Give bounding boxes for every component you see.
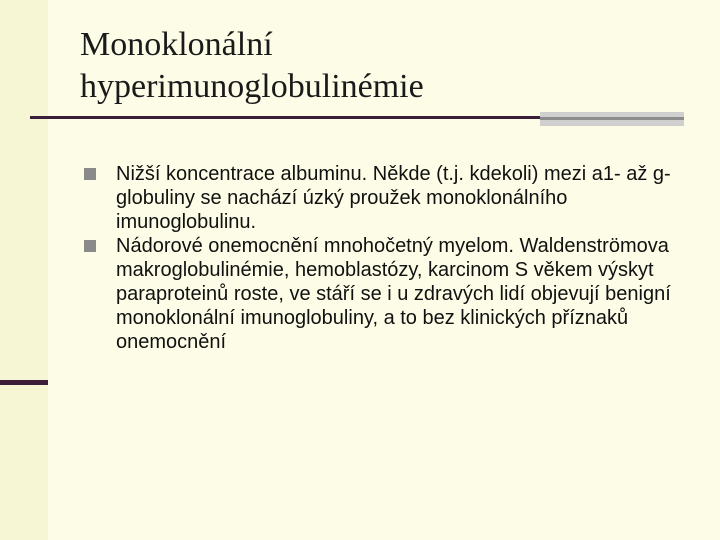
bullet-item xyxy=(84,162,684,234)
title-underline xyxy=(30,116,542,119)
left-side-band xyxy=(0,0,48,540)
square-bullet-icon xyxy=(84,240,96,252)
bullet-item xyxy=(84,234,684,354)
bullet-text: Nádorové onemocnění mnohočetný myelom. Waldenströmova makroglobulinémie, hemoblastózy, karcinom S věkem výskyt paraproteinů roste, ve stáří se i u zdravých lidí objevují benigní monoklonální imunoglobuliny, a to bez klinických příznaků onemocnění xyxy=(116,235,671,353)
square-bullet-icon xyxy=(84,168,96,180)
left-accent-bar xyxy=(0,380,48,385)
title-underline-accent xyxy=(540,112,684,126)
title-line-1: Monoklonální xyxy=(80,26,273,63)
bullet-text: Nižší koncentrace albuminu. Někde (t.j. kdekoli) mezi a1- až g-globuliny se nachází úzký proužek monoklonálního imunoglobulinu. xyxy=(116,163,671,233)
slide-title xyxy=(80,24,680,108)
title-line-2: hyperimunoglobulinémie xyxy=(80,68,424,105)
bullet-list xyxy=(84,162,684,354)
